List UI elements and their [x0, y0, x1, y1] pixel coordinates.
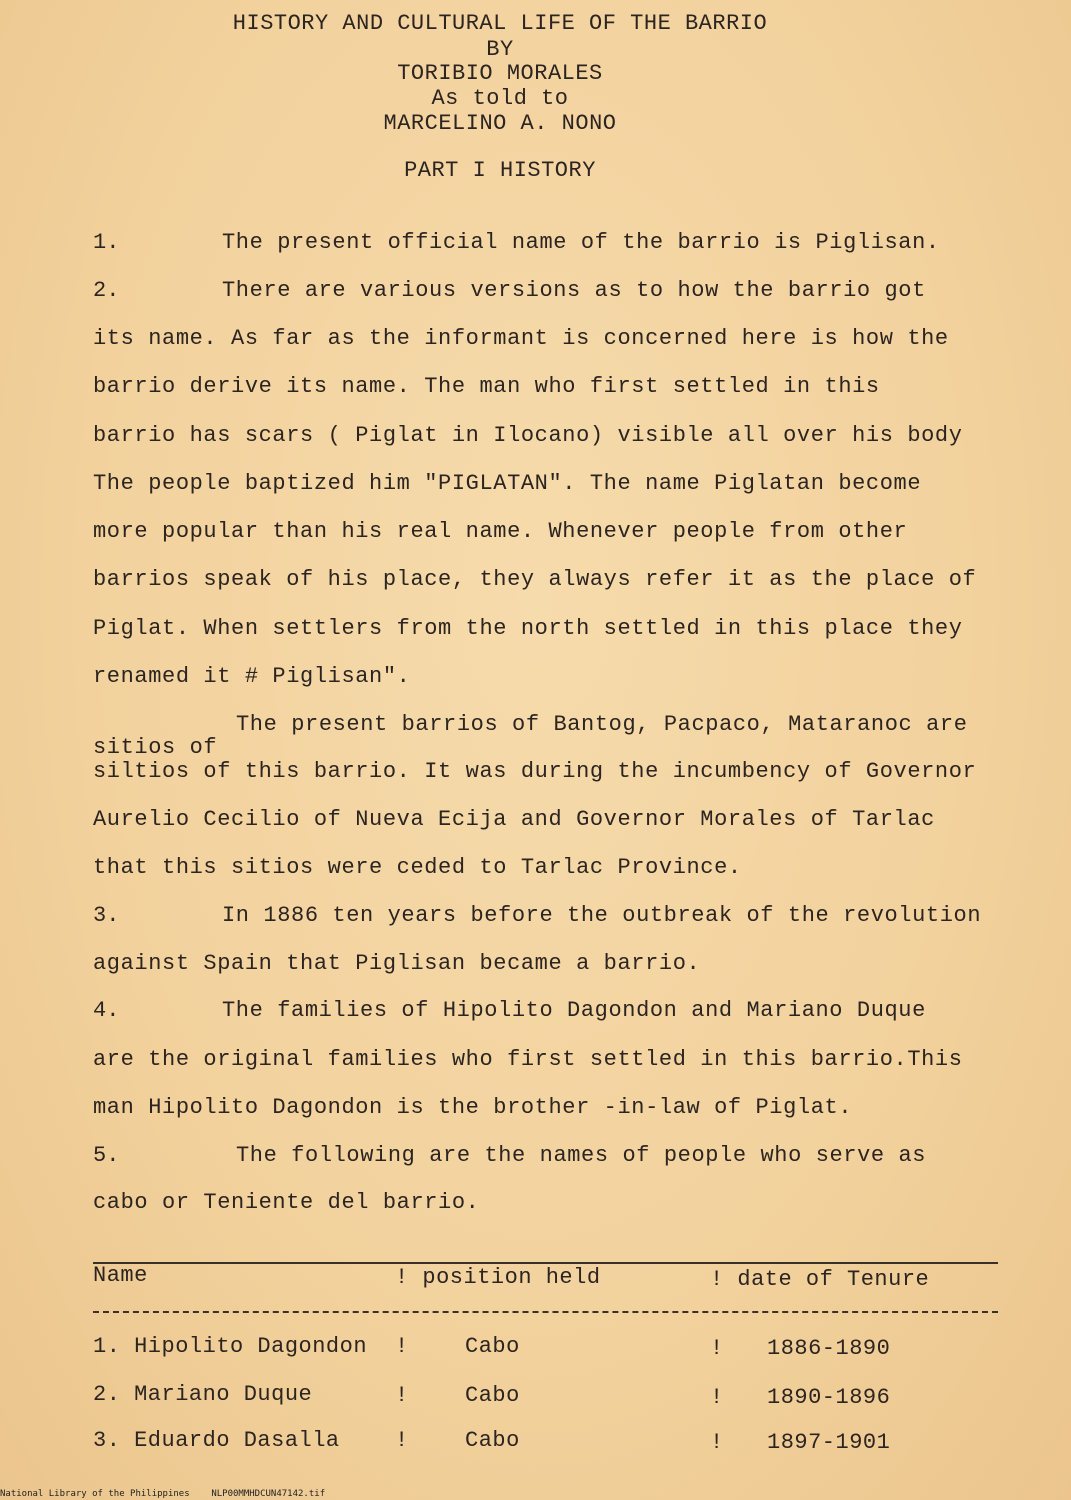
row-name: 2. Mariano Duque [93, 1382, 313, 1407]
column-separator: ! [395, 1334, 409, 1359]
part-heading: PART I HISTORY [404, 158, 596, 183]
paragraph-line: Piglat. When settlers from the north settled in this place they [93, 616, 963, 641]
handwritten-insert: sitios of [93, 735, 218, 760]
paragraph-line: man Hipolito Dagondon is the brother -in-law of Piglat. [93, 1095, 853, 1120]
paragraph-line: barrio derive its name. The man who first settled in this [93, 374, 880, 399]
row-position: Cabo [465, 1334, 520, 1359]
paragraph-line: The people baptized him "PIGLATAN". The name Piglatan become [93, 471, 922, 496]
paragraph-line: There are various versions as to how the barrio got [222, 278, 926, 303]
author-name: TORIBIO MORALES [397, 61, 603, 86]
paragraph-line: against Spain that Piglisan became a barrio. [93, 951, 701, 976]
paragraph-line: renamed it # Piglisan". [93, 664, 411, 689]
document-title: HISTORY AND CULTURAL LIFE OF THE BARRIO [232, 11, 768, 36]
column-header-tenure: ! date of Tenure [710, 1267, 930, 1292]
row-position: Cabo [465, 1428, 520, 1453]
row-tenure: 1886-1890 [767, 1336, 891, 1361]
item-number: 4. [93, 998, 120, 1023]
paragraph-line: The families of Hipolito Dagondon and Mariano Duque [222, 998, 926, 1023]
row-tenure: 1890-1896 [767, 1385, 891, 1410]
paragraph-line: The present barrios of Bantog, Pacpaco, Mataranoc are [236, 712, 968, 737]
table-header-rule [93, 1311, 998, 1313]
item-number: 3. [93, 903, 120, 928]
item-number: 5. [93, 1143, 120, 1168]
column-header-name: Name [93, 1263, 148, 1288]
paragraph-line: barrio has scars ( Piglat in Ilocano) visible all over his body [93, 423, 963, 448]
column-separator: ! [395, 1383, 409, 1408]
paragraph-line: The following are the names of people who serve as [236, 1143, 927, 1168]
paragraph-line: In 1886 ten years before the outbreak of the revolution [222, 903, 982, 928]
paragraph-line: siltios of this barrio. It was during the incumbency of Governor [93, 759, 977, 784]
paragraph-line: cabo or Teniente del barrio. [93, 1190, 480, 1215]
row-name: 3. Eduardo Dasalla [93, 1428, 340, 1453]
item-number: 1. [93, 230, 120, 255]
table-top-rule [93, 1262, 998, 1264]
paragraph-line: barrios speak of his place, they always refer it as the place of [93, 567, 977, 592]
paragraph-line: that this sitios were ceded to Tarlac Province. [93, 855, 742, 880]
column-header-position: ! position held [395, 1265, 601, 1290]
row-position: Cabo [465, 1383, 520, 1408]
column-separator: ! [710, 1336, 724, 1361]
paragraph-line: Aurelio Cecilio of Nueva Ecija and Governor Morales of Tarlac [93, 807, 935, 832]
paragraph-line: its name. As far as the informant is concerned here is how the [93, 326, 949, 351]
column-separator: ! [395, 1428, 409, 1453]
row-name: 1. Hipolito Dagondon [93, 1334, 368, 1359]
paragraph-line: The present official name of the barrio is Piglisan. [222, 230, 940, 255]
by-line: BY [486, 37, 514, 62]
paragraph-line: are the original families who first settled in this barrio.This [93, 1047, 963, 1072]
scan-footer: National Library of the Philippines NLP00MMHDCUN47142.tif [0, 1489, 326, 1499]
teller-name: MARCELINO A. NONO [383, 111, 617, 136]
item-number: 2. [93, 278, 120, 303]
paragraph-line: more popular than his real name. Whenever people from other [93, 519, 908, 544]
told-to-line: As told to [431, 86, 569, 111]
row-tenure: 1897-1901 [767, 1430, 891, 1455]
column-separator: ! [710, 1385, 724, 1410]
column-separator: ! [710, 1430, 724, 1455]
